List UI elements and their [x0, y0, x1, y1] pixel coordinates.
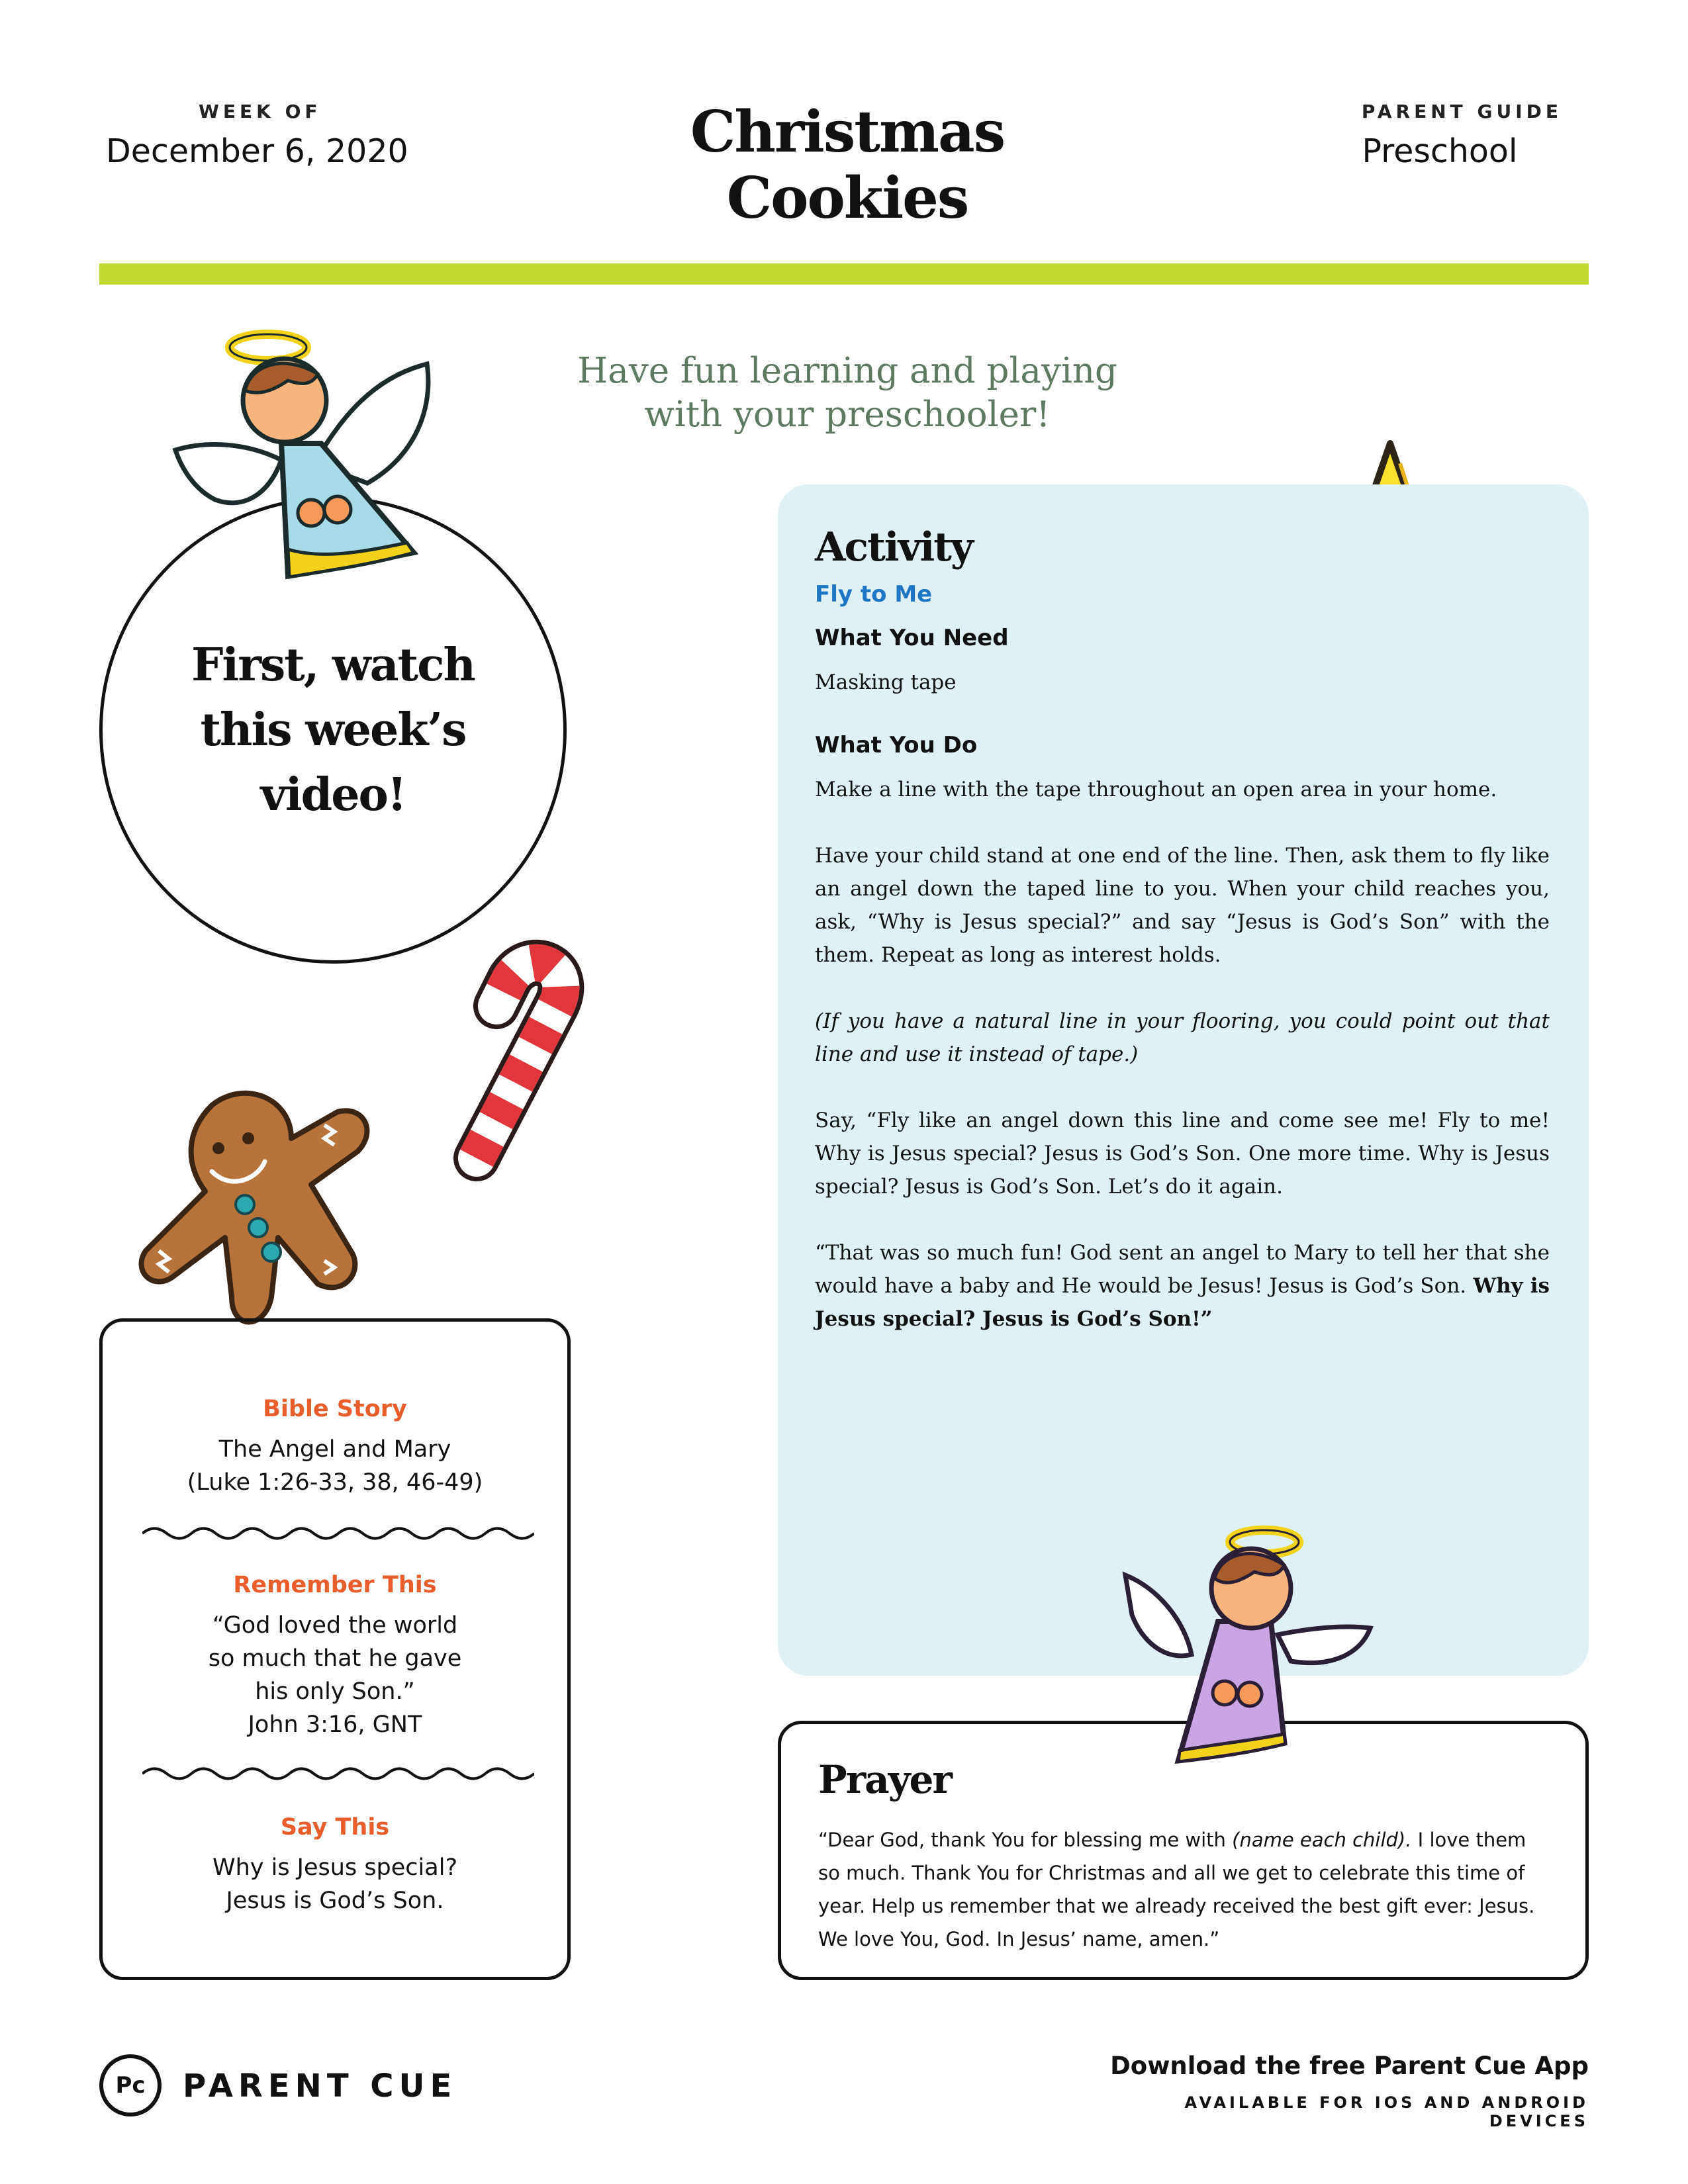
prayer-text-start: “Dear God, thank You for blessing me with — [818, 1829, 1233, 1851]
memory-verse-line-1: “God loved the world — [212, 1612, 458, 1639]
tagline: Have fun learning and playing with your preschooler! — [577, 351, 1117, 435]
activity-paragraph-3: (If you have a natural line in your flooring, you could point out that line and use it instead of tape.) — [815, 1009, 1550, 1066]
week-of-label: WEEK OF — [199, 101, 322, 122]
parent-guide-label: PARENT GUIDE — [1361, 101, 1562, 122]
activity-panel — [778, 484, 1589, 1676]
blue-angel-icon — [169, 311, 447, 615]
activity-heading: Activity — [815, 524, 972, 570]
bible-story-heading: Bible Story — [263, 1396, 407, 1422]
memory-verse-line-3: his only Son.” — [255, 1678, 415, 1705]
remember-this-heading: Remember This — [233, 1572, 437, 1598]
lesson-summary-card — [99, 1318, 571, 1980]
parent-cue-logo: Pc — [99, 2054, 162, 2116]
activity-paragraph-5 — [815, 1236, 1550, 1336]
bible-story-title: The Angel and Mary — [218, 1436, 451, 1463]
wavy-divider — [142, 1764, 534, 1784]
prayer-text-italic: (name each child). — [1232, 1829, 1412, 1851]
say-this-line-1: Why is Jesus special? — [212, 1854, 458, 1881]
header-divider — [99, 263, 1589, 285]
download-app-title[interactable]: Download the free Parent Cue App — [1110, 2052, 1589, 2080]
prayer-text — [818, 1823, 1553, 1956]
activity-paragraph-5-bold: Why is Jesus special? Jesus is God’s Son!” — [815, 1274, 1550, 1331]
memory-verse-reference: John 3:16, GNT — [248, 1711, 422, 1738]
brand-name: PARENT CUE — [183, 2068, 457, 2105]
what-you-need-label: What You Need — [815, 625, 1009, 651]
activity-paragraph-1: Make a line with the tape throughout an open area in your home. — [815, 778, 1497, 801]
week-date: December 6, 2020 — [106, 132, 408, 170]
bible-story-reference: (Luke 1:26-33, 38, 46-49) — [187, 1469, 483, 1496]
prayer-text-end: I love them so much. Thank You for Christmas and all we get to celebrate this time of year. Help us remember that we already received the best gift ever: Jesus. We love You, God. In Jesus’ name, amen.” — [818, 1829, 1535, 1950]
wavy-divider — [142, 1524, 534, 1543]
purple-angel-icon — [1119, 1516, 1383, 1767]
prayer-heading: Prayer — [818, 1757, 951, 1802]
activity-name: Fly to Me — [815, 581, 933, 608]
download-app-subtitle: AVAILABLE FOR IOS AND ANDROID DEVICES — [1184, 2093, 1589, 2130]
page-title: Christmas Cookies — [690, 99, 1005, 232]
say-this-line-2: Jesus is God’s Son. — [226, 1888, 444, 1914]
memory-verse-line-2: so much that he gave — [208, 1645, 462, 1672]
guide-level: Preschool — [1362, 132, 1518, 170]
video-prompt-text: First, watch this week’s video! — [191, 639, 475, 821]
what-you-do-label: What You Do — [815, 732, 978, 758]
what-you-need-text: Masking tape — [815, 670, 957, 694]
activity-paragraph-5-text: “That was so much fun! God sent an angel to Mary to tell her that she would have a baby and He would be Jesus! Jesus is God’s Son. — [815, 1241, 1550, 1298]
activity-paragraph-2: Have your child stand at one end of the line. Then, ask them to fly like an angel down the taped line to you. When your child reaches you, ask, “Why is Jesus special?” and say “Jesus is God’s Son” with the them. Repeat as long as interest holds. — [815, 844, 1550, 967]
say-this-heading: Say This — [280, 1814, 390, 1841]
candy-cane-icon — [444, 927, 616, 1191]
activity-paragraph-4: Say, “Fly like an angel down this line and come see me! Fly to me! Why is Jesus special? Jesus is God’s Son. One more time. Why is Jesus special? Jesus is God’s Son. Let’s do it again. — [815, 1109, 1550, 1199]
